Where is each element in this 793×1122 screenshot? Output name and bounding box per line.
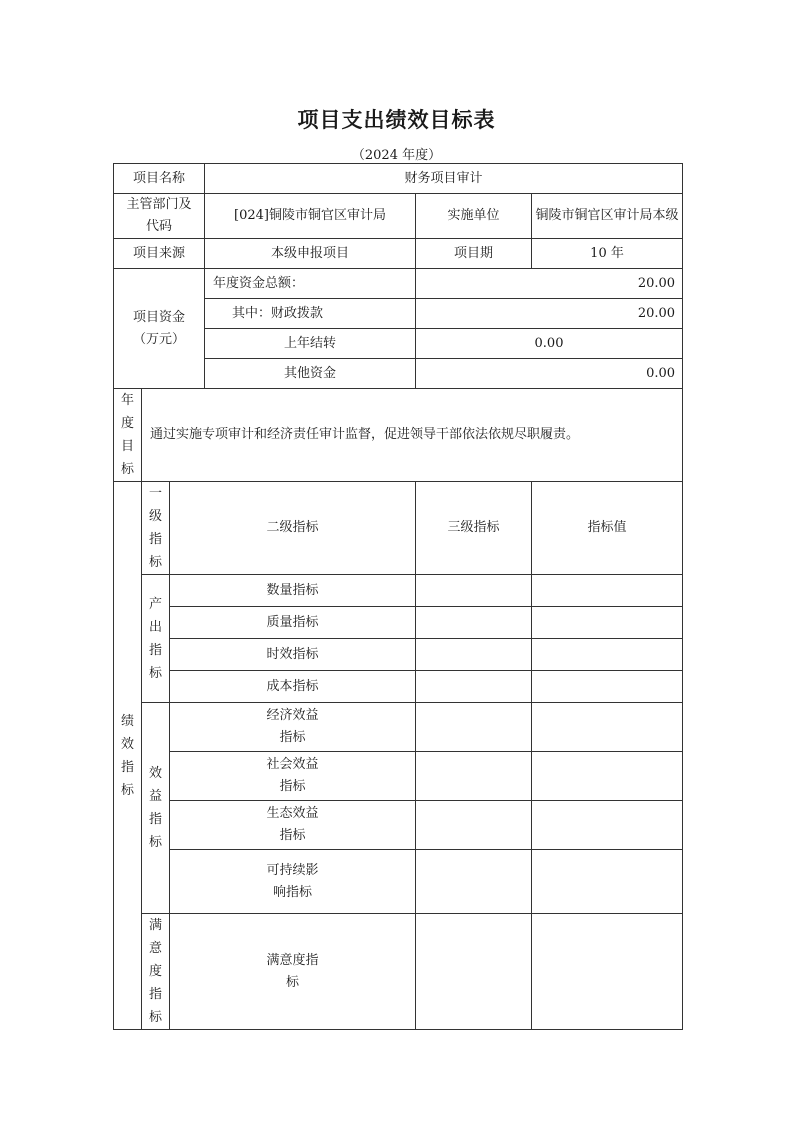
level3-cell bbox=[416, 671, 532, 703]
unit-label: 实施单位 bbox=[416, 194, 532, 239]
value-cell bbox=[532, 703, 683, 752]
output-item: 数量指标 bbox=[170, 575, 416, 607]
row-output-quantity bbox=[114, 575, 683, 607]
row-indicator-headers bbox=[114, 482, 683, 575]
header-level2: 二级指标 bbox=[170, 482, 416, 575]
benefit-item: 生态效益 指标 bbox=[170, 801, 416, 850]
satisfaction-item: 满意度指 标 bbox=[170, 914, 416, 1030]
level3-cell bbox=[416, 752, 532, 801]
funds-carryover-value: 0.00 bbox=[416, 329, 683, 359]
value-cell bbox=[532, 639, 683, 671]
funds-other-value: 0.00 bbox=[416, 359, 683, 389]
row-annual-goal bbox=[114, 389, 683, 482]
header-level1: 一 级 指 标 bbox=[142, 482, 170, 575]
department-value: [024]铜陵市铜官区审计局 bbox=[205, 194, 416, 239]
row-benefit-ecological bbox=[114, 801, 683, 850]
row-source bbox=[114, 239, 683, 269]
funds-other-label: 其他资金 bbox=[205, 359, 416, 389]
department-label: 主管部门及 代码 bbox=[114, 194, 205, 239]
page-title: 项目支出绩效目标表 bbox=[297, 108, 496, 132]
benefit-label: 效 益 指 标 bbox=[142, 703, 170, 914]
project-name-label: 项目名称 bbox=[114, 164, 205, 194]
satisfaction-label: 满 意 度 指 标 bbox=[142, 914, 170, 1030]
performance-target-table bbox=[113, 163, 683, 1030]
row-benefit-economic bbox=[114, 703, 683, 752]
funds-carryover-label: 上年结转 bbox=[205, 329, 416, 359]
level3-cell bbox=[416, 850, 532, 914]
source-value: 本级申报项目 bbox=[205, 239, 416, 269]
value-cell bbox=[532, 914, 683, 1030]
funds-label: 项目资金 （万元） bbox=[114, 269, 205, 389]
header-value: 指标值 bbox=[532, 482, 683, 575]
row-project-name bbox=[114, 164, 683, 194]
value-cell bbox=[532, 575, 683, 607]
row-benefit-sustainable bbox=[114, 850, 683, 914]
period-value: 10 年 bbox=[532, 239, 683, 269]
unit-value: 铜陵市铜官区审计局本级 bbox=[532, 194, 683, 239]
output-item: 质量指标 bbox=[170, 607, 416, 639]
annual-goal-text: 通过实施专项审计和经济责任审计监督，促进领导干部依法依规尽职履责。 bbox=[142, 389, 683, 482]
level3-cell bbox=[416, 703, 532, 752]
header-level3: 三级指标 bbox=[416, 482, 532, 575]
level3-cell bbox=[416, 914, 532, 1030]
level3-cell bbox=[416, 607, 532, 639]
benefit-item: 经济效益 指标 bbox=[170, 703, 416, 752]
row-funds-total bbox=[114, 269, 683, 299]
row-department bbox=[114, 194, 683, 239]
value-cell bbox=[532, 607, 683, 639]
row-output-quality bbox=[114, 607, 683, 639]
funds-fiscal-label: 其中：财政拨款 bbox=[205, 299, 416, 329]
source-label: 项目来源 bbox=[114, 239, 205, 269]
performance-label: 绩 效 指 标 bbox=[114, 482, 142, 1030]
row-output-timeliness bbox=[114, 639, 683, 671]
funds-total-label: 年度资金总额： bbox=[205, 269, 416, 299]
row-benefit-social bbox=[114, 752, 683, 801]
output-item: 成本指标 bbox=[170, 671, 416, 703]
project-name-value: 财务项目审计 bbox=[205, 164, 683, 194]
funds-total-value: 20.00 bbox=[416, 269, 683, 299]
year-note: （2024 年度） bbox=[351, 148, 442, 163]
level3-cell bbox=[416, 801, 532, 850]
annual-goal-label: 年 度 目 标 bbox=[114, 389, 142, 482]
row-satisfaction bbox=[114, 914, 683, 1030]
benefit-item: 社会效益 指标 bbox=[170, 752, 416, 801]
output-item: 时效指标 bbox=[170, 639, 416, 671]
level3-cell bbox=[416, 575, 532, 607]
level3-cell bbox=[416, 639, 532, 671]
funds-fiscal-value: 20.00 bbox=[416, 299, 683, 329]
value-cell bbox=[532, 752, 683, 801]
value-cell bbox=[532, 801, 683, 850]
benefit-item: 可持续影 响指标 bbox=[170, 850, 416, 914]
value-cell bbox=[532, 850, 683, 914]
period-label: 项目期 bbox=[416, 239, 532, 269]
output-label: 产 出 指 标 bbox=[142, 575, 170, 703]
row-output-cost bbox=[114, 671, 683, 703]
value-cell bbox=[532, 671, 683, 703]
